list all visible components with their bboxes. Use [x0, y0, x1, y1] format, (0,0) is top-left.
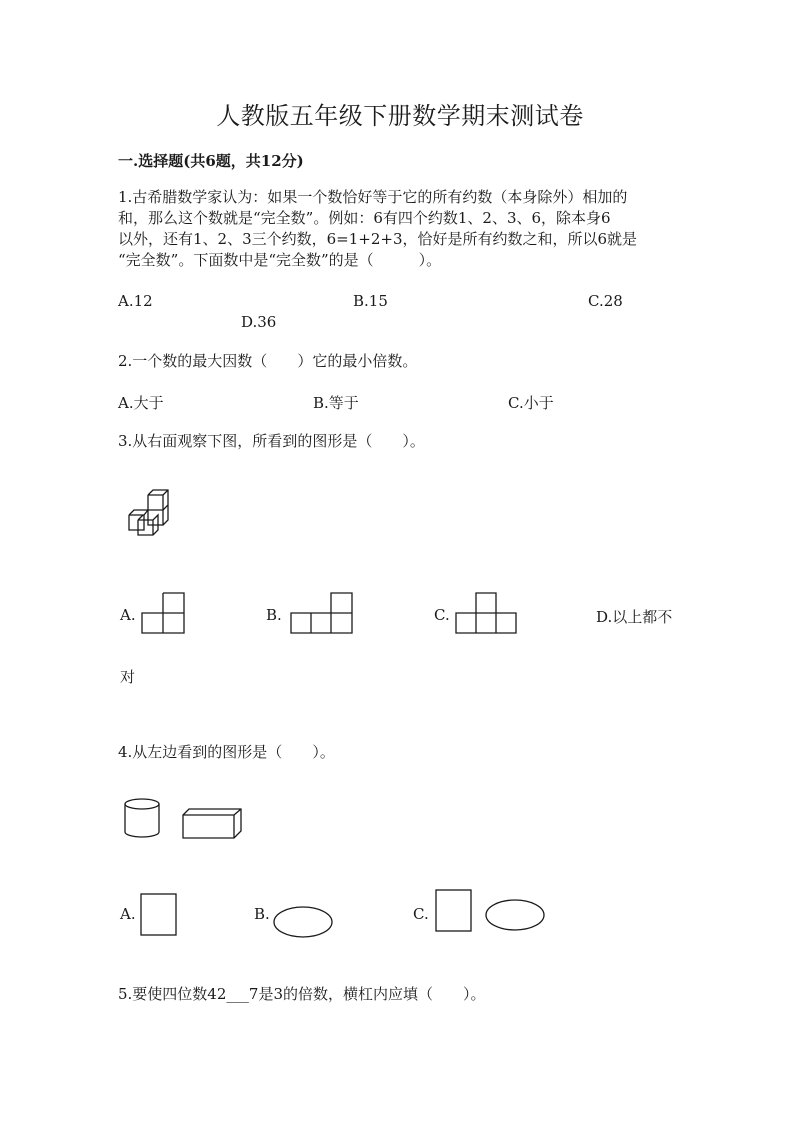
q2-option-b: B.等于 [313, 394, 359, 412]
q4-option-c-label: C. [413, 905, 429, 923]
q4-option-b-label: B. [254, 905, 270, 923]
q3-option-c-label: C. [434, 606, 450, 624]
section-heading: 一.选择题(共6题，共12分) [118, 152, 304, 170]
q4-option-b-shape [272, 905, 336, 939]
q1-line-1: 1.古希腊数学家认为：如果一个数恰好等于它的所有约数（本身除外）相加的 [118, 188, 628, 206]
q3-option-c-shape [455, 592, 520, 636]
q2-text: 2.一个数的最大因数（ ）它的最小倍数。 [118, 352, 418, 370]
q4-option-c-ellipse-shape [484, 898, 548, 932]
q4-cylinder-figure [123, 797, 165, 841]
q3-option-b-label: B. [266, 606, 282, 624]
q4-option-a-shape [140, 893, 178, 937]
q4-text: 4.从左边看到的图形是（ ）。 [118, 743, 335, 761]
q1-option-a: A.12 [118, 292, 153, 310]
q4-option-a-label: A. [120, 905, 136, 923]
q3-option-a-shape [141, 592, 187, 636]
q1-line-2: 和，那么这个数就是“完全数”。例如：6有四个约数1、2、3、6，除本身6 [118, 209, 611, 227]
q1-option-b: B.15 [353, 292, 388, 310]
q3-cube-stack-figure [124, 485, 174, 540]
q2-option-a: A.大于 [118, 394, 164, 412]
q5-text: 5.要使四位数42___7是3的倍数，横杠内应填（ ）。 [118, 985, 486, 1003]
q3-option-d-wrap: 对 [120, 668, 136, 686]
q3-option-a-label: A. [120, 606, 136, 624]
q4-option-c-square-shape [435, 889, 473, 933]
q4-cuboid-figure [181, 807, 245, 841]
q2-option-c: C.小于 [508, 394, 554, 412]
q3-option-b-shape [290, 592, 355, 636]
q1-line-4: “完全数”。下面数中是“完全数”的是（ ）。 [118, 251, 442, 269]
q1-option-d: D.36 [241, 313, 277, 331]
q3-text: 3.从右面观察下图，所看到的图形是（ ）。 [118, 432, 425, 450]
q1-option-c: C.28 [588, 292, 623, 310]
q3-option-d: D.以上都不 [596, 608, 673, 626]
q1-line-3: 以外，还有1、2、3三个约数，6=1+2+3，恰好是所有约数之和，所以6就是 [118, 230, 638, 248]
page-title: 人教版五年级下册数学期末测试卷 [216, 102, 584, 130]
